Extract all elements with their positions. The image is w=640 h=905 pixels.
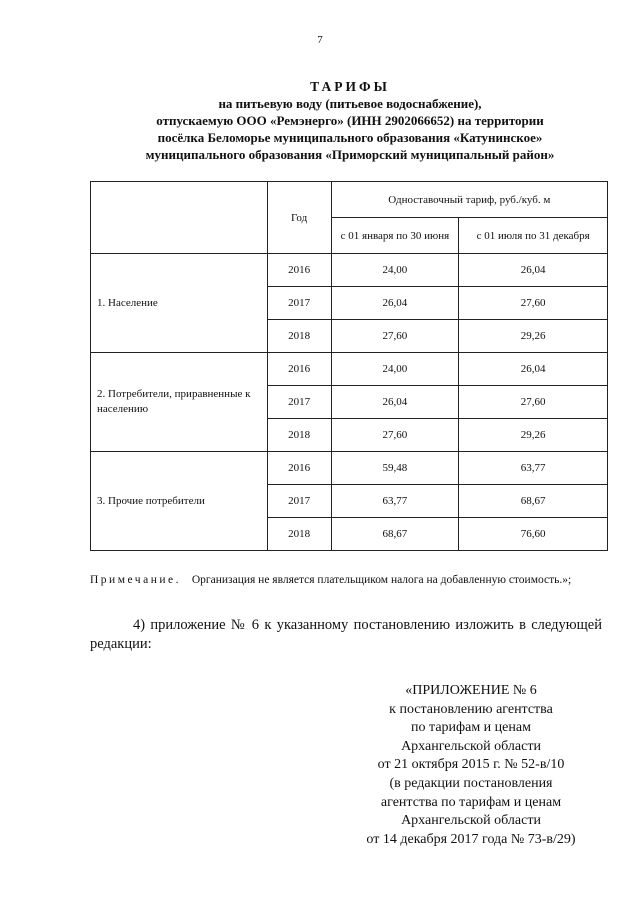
tariff-cell: 63,77 xyxy=(331,485,459,518)
appendix-line: агентства по тарифам и ценам xyxy=(380,794,562,810)
tariff-cell: 26,04 xyxy=(331,287,459,320)
year-cell: 2017 xyxy=(267,287,331,320)
year-cell: 2017 xyxy=(267,386,331,419)
group-label: 3. Прочие потребители xyxy=(91,452,268,551)
year-cell: 2018 xyxy=(267,518,331,551)
note-label: Примечание. xyxy=(90,574,181,586)
year-cell: 2017 xyxy=(267,485,331,518)
appendix-line: «ПРИЛОЖЕНИЕ № 6 xyxy=(405,683,537,698)
tariff-cell: 24,00 xyxy=(331,353,459,386)
tariff-cell: 63,77 xyxy=(459,452,608,485)
year-cell: 2016 xyxy=(267,254,331,287)
year-header: Год xyxy=(267,182,331,254)
appendix-line: к постановлению агентства xyxy=(389,701,553,717)
tariff-cell: 68,67 xyxy=(331,518,459,551)
title-line: посёлка Беломорье муниципального образования «Катунинское» xyxy=(157,130,543,145)
tariff-cell: 26,04 xyxy=(459,254,608,287)
appendix-line: Архангельской области xyxy=(401,738,541,754)
title-line: на питьевую воду (питьевое водоснабжение), xyxy=(218,96,482,111)
appendix-line: Архангельской области xyxy=(401,813,541,829)
group-label: 2. Потребители, приравненные к населению xyxy=(91,353,268,452)
title-main: ТАРИФЫ xyxy=(310,79,390,94)
tariff-cell: 76,60 xyxy=(459,518,608,551)
appendix-heading xyxy=(336,682,606,849)
year-cell: 2018 xyxy=(267,320,331,353)
tariff-cell: 29,26 xyxy=(459,419,608,452)
table-note xyxy=(90,572,608,588)
body-paragraph: 4) приложение № 6 к указанному постановлению изложить в следующей редакции: xyxy=(90,617,602,652)
year-cell: 2016 xyxy=(267,452,331,485)
appendix-line: от 21 октября 2015 г. № 52-в/10 xyxy=(377,757,565,773)
group-label: 1. Население xyxy=(91,254,268,353)
tariff-cell: 27,60 xyxy=(459,386,608,419)
appendix-line: (в редакции постановления xyxy=(389,775,553,791)
note-text: Организация не является плательщиком налога на добавленную стоимость.»; xyxy=(191,574,572,586)
group-header-cell xyxy=(91,182,268,254)
tariff-cell: 26,04 xyxy=(331,386,459,419)
tariff-cell: 24,00 xyxy=(331,254,459,287)
period2-header: с 01 июля по 31 декабря xyxy=(459,218,608,254)
tariff-header: Одноставочный тариф, руб./куб. м xyxy=(331,182,607,218)
document-title xyxy=(60,78,640,163)
title-line: отпускаемую ООО «Ремэнерго» (ИНН 2902066652) на территории xyxy=(156,113,544,128)
title-line: муниципального образования «Приморский муниципальный район» xyxy=(145,147,555,162)
tariff-table xyxy=(90,181,608,551)
tariff-cell: 59,48 xyxy=(331,452,459,485)
page-number: 7 xyxy=(317,34,323,46)
appendix-line: по тарифам и ценам xyxy=(411,720,531,736)
tariff-cell: 27,60 xyxy=(331,320,459,353)
tariff-cell: 68,67 xyxy=(459,485,608,518)
tariff-cell: 26,04 xyxy=(459,353,608,386)
year-cell: 2018 xyxy=(267,419,331,452)
tariff-cell: 27,60 xyxy=(459,287,608,320)
tariff-cell: 29,26 xyxy=(459,320,608,353)
period1-header: с 01 января по 30 июня xyxy=(331,218,459,254)
year-cell: 2016 xyxy=(267,353,331,386)
tariff-cell: 27,60 xyxy=(331,419,459,452)
appendix-line: от 14 декабря 2017 года № 73-в/29) xyxy=(366,831,576,847)
